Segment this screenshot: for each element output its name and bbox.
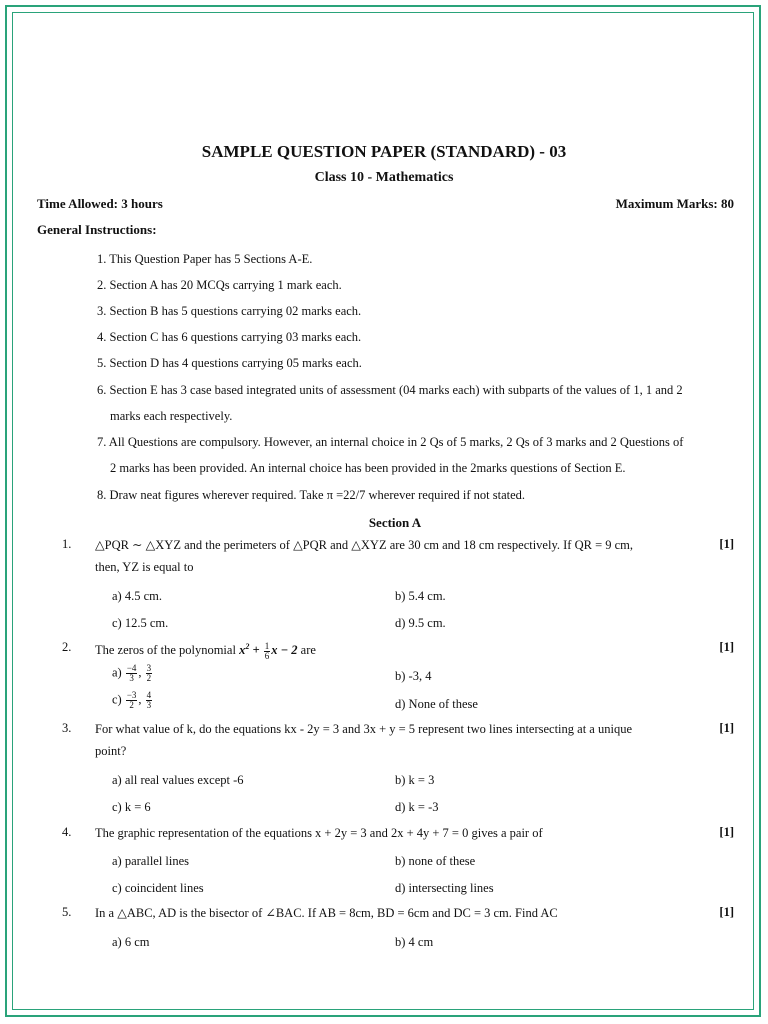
option-label: c)	[112, 692, 122, 707]
question-line: The graphic representation of the equations x + 2y = 3 and 2x + 4y + 7 = 0 gives a pair of	[95, 826, 543, 840]
fraction-denominator: 2	[146, 673, 152, 683]
paper-title: SAMPLE QUESTION PAPER (STANDARD) - 03	[201, 142, 567, 161]
time-allowed: Time Allowed: 3 hours	[37, 196, 163, 211]
question-line: For what value of k, do the equations kx - 2y = 3 and 3x + y = 5 represent two lines intersecting at a unique	[95, 722, 632, 736]
instruction-item: 4. Section C has 6 questions carrying 03 marks each.	[97, 330, 362, 344]
instruction-item: 1. This Question Paper has 5 Sections A-E.	[97, 252, 313, 266]
fraction-numerator: −3	[126, 690, 137, 700]
instruction-item: 2. Section A has 20 MCQs carrying 1 mark each.	[97, 278, 342, 292]
fraction-numerator: 1	[264, 640, 270, 651]
question-line: △PQR ∼ △XYZ and the perimeters of △PQR and △XYZ are 30 cm and 18 cm respectively. If QR = 9 cm,	[95, 538, 634, 552]
section-title: Section A	[368, 515, 422, 530]
option-d: d) 9.5 cm.	[395, 616, 446, 630]
question-text	[95, 534, 695, 578]
question-text	[95, 636, 695, 661]
option-c: c) k = 6	[112, 800, 151, 814]
option-label: a)	[112, 665, 122, 680]
option-b: b) 4 cm	[395, 935, 434, 949]
option-a: a) parallel lines	[112, 854, 190, 868]
question-line: point?	[95, 744, 127, 758]
instruction-item-cont: marks each respectively.	[110, 409, 233, 423]
question-marks: [1]	[719, 905, 734, 919]
instruction-item: 8. Draw neat figures wherever required. Take π =22/7 wherever required if not stated.	[97, 488, 526, 502]
question-number: 5.	[62, 905, 72, 919]
question-marks: [1]	[719, 825, 734, 839]
question-text	[95, 822, 695, 844]
question-number: 3.	[62, 721, 72, 735]
fraction	[146, 691, 153, 710]
general-instructions-heading: General Instructions:	[37, 222, 157, 237]
fraction	[126, 691, 138, 710]
option-c: c) coincident lines	[112, 881, 204, 895]
instruction-item: 3. Section B has 5 questions carrying 02 marks each.	[97, 304, 362, 318]
option-d: d) intersecting lines	[395, 881, 494, 895]
question-text	[95, 718, 695, 762]
option-a: a) 6 cm	[112, 935, 150, 949]
instruction-item: 5. Section D has 4 questions carrying 05 marks each.	[97, 356, 362, 370]
question-text-post: are	[300, 643, 316, 658]
separator: ,	[138, 692, 142, 707]
poly-var: x	[239, 643, 246, 658]
question-number: 4.	[62, 825, 72, 839]
option-b: b) k = 3	[395, 773, 435, 787]
separator: ,	[138, 665, 142, 680]
question-line: In a △ABC, AD is the bisector of ∠BAC. If AB = 8cm, BD = 6cm and DC = 3 cm. Find AC	[95, 906, 558, 920]
option-d: d) k = -3	[395, 800, 439, 814]
fraction	[146, 664, 153, 683]
fraction-denominator: 3	[146, 700, 152, 710]
question-marks: [1]	[719, 640, 734, 654]
option-d: d) None of these	[395, 697, 478, 711]
question-text-pre: The zeros of the polynomial	[95, 643, 236, 658]
maximum-marks: Maximum Marks: 80	[615, 196, 734, 211]
instruction-item: 7. All Questions are compulsory. However, an internal choice in 2 Qs of 5 marks, 2 Qs of 3 marks and 2 Questions of	[97, 435, 684, 449]
question-line: then, YZ is equal to	[95, 560, 194, 574]
instruction-item-cont: 2 marks has been provided. An internal choice has been provided in the 2marks questions of Section E.	[110, 461, 626, 475]
question-number: 2.	[62, 640, 72, 654]
option-c	[112, 691, 153, 710]
fraction-denominator: 2	[129, 700, 134, 710]
fraction-denominator: 3	[129, 673, 134, 683]
fraction	[264, 642, 271, 661]
option-a: a) all real values except -6	[112, 773, 244, 787]
option-b: b) -3, 4	[395, 669, 432, 683]
option-a	[112, 664, 153, 683]
question-number: 1.	[62, 537, 72, 551]
instruction-item: 6. Section E has 3 case based integrated units of assessment (04 marks each) with subparts of the values of 1, 1 and 2	[97, 383, 683, 397]
fraction-numerator: 3	[146, 663, 152, 673]
poly-rest: − 2	[277, 643, 298, 658]
fraction	[126, 664, 138, 683]
question-text	[95, 902, 695, 924]
option-b: b) 5.4 cm.	[395, 589, 446, 603]
option-a: a) 4.5 cm.	[112, 589, 162, 603]
fraction-denominator: 6	[264, 650, 270, 661]
option-b: b) none of these	[395, 854, 476, 868]
fraction-numerator: −4	[126, 663, 137, 673]
poly-x-squared	[239, 643, 249, 657]
question-marks: [1]	[719, 537, 734, 551]
poly-exponent: 2	[245, 642, 250, 651]
question-marks: [1]	[719, 721, 734, 735]
poly-plus: +	[249, 643, 263, 658]
fraction-numerator: 4	[146, 690, 152, 700]
option-c: c) 12.5 cm.	[112, 616, 169, 630]
poly-var: x	[271, 643, 278, 658]
paper-subtitle: Class 10 - Mathematics	[314, 170, 454, 185]
